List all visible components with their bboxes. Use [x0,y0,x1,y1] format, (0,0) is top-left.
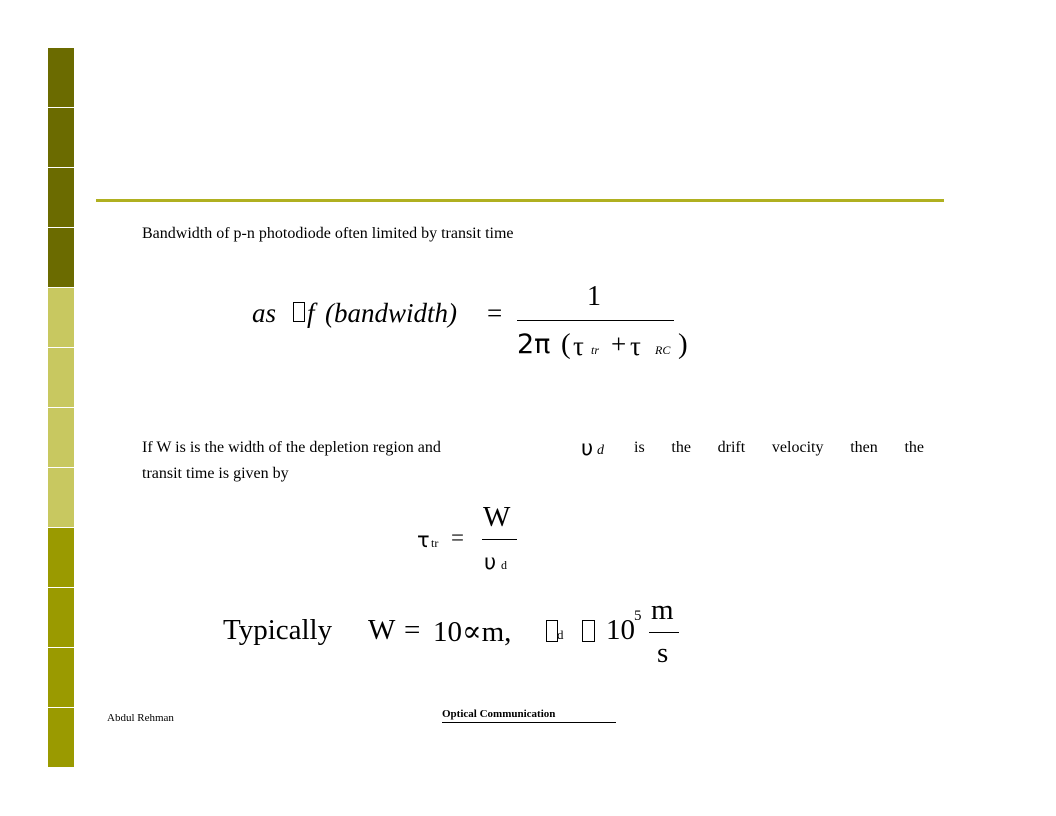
eq2-sub-tr: tr [431,536,439,550]
eq3-width-value: 10∝m, [433,616,512,648]
eq1-2pi: 2π [517,329,551,360]
eq2-denominator: υ [484,550,497,574]
drift-velocity-sub: d [597,443,604,458]
eq1-fraction-bar [517,320,674,321]
word: the [904,439,924,456]
intro-text: Bandwidth of p-n photodiode often limited by transit time [142,225,514,242]
sidebar-segment [48,648,74,707]
eq1-close-paren: ) [678,328,688,360]
sidebar-segment [48,408,74,467]
eq1-equals: = [487,298,503,328]
sidebar-segment [48,288,74,347]
sidebar-segment [48,528,74,587]
eq3-typically: Typically [223,614,333,646]
eq2-numerator: W [483,501,511,533]
eq1-bandwidth: (bandwidth) [325,298,457,328]
word: velocity [771,439,824,456]
sidebar-segment [48,348,74,407]
drift-velocity-symbol: υ [581,436,594,460]
eq1-open-paren: ( [561,328,571,360]
eq1-f: f [307,298,315,328]
sidebar-segment [48,588,74,647]
eq1-tau-tr: τ [573,331,584,361]
title-rule [96,199,944,202]
eq3-W: W [368,614,396,646]
sidebar-segment [48,48,74,107]
eq3-fraction-bar [649,632,679,633]
sidebar-segment [48,468,74,527]
footer-course: Optical Communication [442,708,616,723]
word: the [671,439,691,456]
word: drift [717,439,746,456]
eq2-equals: = [451,525,464,550]
eq2-tau: τ [417,528,430,552]
eq3-ten: 10 [606,614,635,646]
eq1-missing-glyph-box [293,302,305,322]
paragraph-line1-end [634,438,924,458]
eq1-plus: + [611,329,627,359]
paragraph-line1-start: If W is is the width of the depletion region and [142,439,441,456]
eq3-numerator: m [651,594,674,626]
sidebar-segment [48,228,74,287]
word: then [850,439,878,456]
eq2-den-sub: d [501,558,507,572]
eq3-exponent: 5 [634,608,642,624]
sidebar-segment [48,708,74,767]
eq1-sub-tr: tr [591,343,600,357]
eq3-equals: = [404,614,421,646]
eq1-sub-rc: RC [655,343,671,357]
eq1-as: as [252,298,277,328]
paragraph-line2: transit time is given by [142,465,289,482]
sidebar-segment [48,108,74,167]
footer-author: Abdul Rehman [107,712,174,724]
eq3-sub-d: d [557,627,564,642]
eq1-tau-rc: τ [630,331,641,361]
word: is [634,439,645,456]
eq3-missing-glyph-box-2 [582,620,595,642]
sidebar-segment [48,168,74,227]
eq1-numerator: 1 [587,281,601,312]
eq2-fraction-bar [482,539,517,540]
sidebar-decoration [48,48,74,768]
eq3-denominator: s [657,637,669,669]
